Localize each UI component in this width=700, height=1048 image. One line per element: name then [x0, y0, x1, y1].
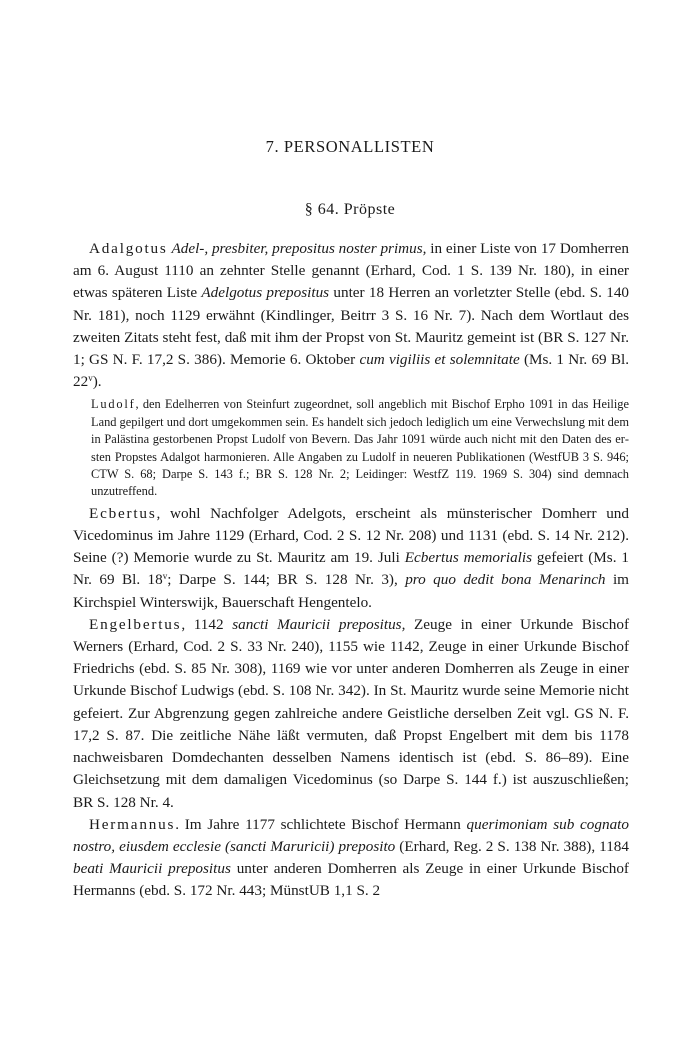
text-run: , den Edelherren von Steinfurt zugeordnet, soll angeblich mit Bischof Erpho 1091 in das Heilige Land gepilgert und dort umgekommen sein. Es handelt sich jedoch lediglich um eine Verwechslung mit dem in Palästina gestorbenen Propst Ludolf von Bevern. Das Jahr 1091 würde auch nicht mit den Daten des ersten Propstes Adalgot harmonieren. Alle Angaben zu Ludolf in neueren Publikationen (WestfUB 3 S. 946; CTW S. 68; Darpe S. 143 f.; BR S. 128 Nr. 2; Leidinger: WestfZ 119. 1969 S. 304) sind demnach unzutreffend. — [91, 397, 629, 499]
text-run: (Erhard, Reg. 2 S. 138 Nr. 388), 1184 — [395, 837, 629, 855]
entry-name: Ecbertus — [89, 504, 157, 522]
entry-name: Adalgotus — [89, 240, 168, 257]
text-run: ). — [92, 373, 102, 391]
latin-quote: Adel-, presbiter, prepositus noster primus, — [171, 240, 427, 257]
entry-name: Hermannus — [89, 815, 176, 833]
text-run: gefeiert (Ms. 1 Nr. 69 Bl. 18 — [73, 549, 630, 589]
section-title: § 64. Pröpste — [304, 201, 396, 218]
text-run: unter 18 Herren an vorletzter Stelle (ebd. S. 140 Nr. 181), noch 1129 erwähnt (Kindlinger, Beitrr 3 S. 16 Nr. 7). Nach dem Wortlaut des zweiten Zitats steht fest, daß mit ihm der Propst von St. Mauritz gemeint ist (BR S. 127 Nr. 1; GS N. F. 17,2 S. 386). Memorie 6. Oktober — [73, 284, 630, 369]
latin-quote: cum vigiliis et solemnitate — [359, 351, 520, 369]
chapter-title: 7. PERSONALLISTEN — [265, 137, 435, 156]
text-run: , wohl Nachfolger Adelgots, erscheint als münsterischer Domherr und Vicedominus im Jahre 1129 (Erhard, Cod. 2 S. 12 Nr. 208) und 1131 (ebd. S. 14 Nr. 212). Seine (?) Memorie wurde zu St. Mauritz am 19. Juli — [73, 504, 629, 567]
superscript: v — [88, 373, 93, 384]
entry-paragraph — [73, 238, 629, 393]
note-paragraph — [73, 396, 629, 500]
superscript: v — [162, 571, 168, 582]
text-run: im Kirchspiel Winterswijk, Bauerschaft Hengentelo. — [73, 571, 629, 611]
latin-quote: sancti Mauricii prepositus, — [232, 615, 406, 633]
text-run: ; Darpe S. 144; BR S. 128 Nr. 3), — [167, 571, 406, 589]
entry-name: Engelbertus — [89, 615, 182, 633]
latin-quote: beati Mauricii prepositus — [73, 860, 231, 878]
latin-quote: Ecbertus memorialis — [404, 549, 533, 567]
text-run: Zeuge in einer Urkunde Bischof Werners (Erhard, Cod. 2 S. 33 Nr. 240), 1155 wie 1142, Zeuge in einer Urkunde Bischof Friedrichs (ebd. S. 85 Nr. 308), 1169 wie vor unter anderen Domherren als Zeuge in einer Urkunde Bischof Ludwigs (ebd. S. 108 Nr. 342). In St. Mauritz wurde seine Memorie nicht gefeiert. Zur Abgrenzung gegen zahlreiche andere Geistliche derselben Zeit vgl. GS N. F. 17,2 S. 87. Die zeitliche Nähe läßt vermuten, daß Propst Engelbert mit dem bis 1178 nachweisbaren Domdechanten desselben Namens identisch ist (ebd. S. 86–89). Eine Gleichsetzung mit dem damaligen Vicedominus (so Darpe S. 144 f.) ist auszuschließen; BR S. 128 Nr. 4. — [73, 615, 630, 811]
latin-quote: pro quo dedit bona Menarinch — [405, 571, 606, 589]
body-text — [73, 238, 629, 903]
entry-paragraph — [73, 814, 629, 903]
entry-name: Ludolf — [91, 397, 136, 412]
text-run: unter anderen Domherren als Zeuge in einer Urkunde Bischof Hermanns (ebd. S. 172 Nr. 443; MünstUB 1,1 S. 2 — [73, 860, 629, 900]
text-run: (Ms. 1 Nr. 69 Bl. 22 — [73, 351, 629, 391]
text-run: in einer Liste von 17 Domherren am 6. August 1110 an zehnter Stelle genannt (Erhard, Cod. 1 S. 139 Nr. 180), in einer etwas späteren Liste — [73, 240, 629, 302]
latin-quote: Adelgotus prepositus — [201, 284, 330, 302]
entry-paragraph — [73, 614, 629, 814]
entry-paragraph — [73, 503, 629, 614]
text-run: . Im Jahre 1177 schlichtete Bischof Hermann — [175, 815, 467, 833]
text-run: , 1142 — [181, 615, 233, 633]
latin-quote: querimoniam sub cognato nostro, eiusdem ecclesie (sancti Maruricii) preposito — [73, 815, 629, 855]
